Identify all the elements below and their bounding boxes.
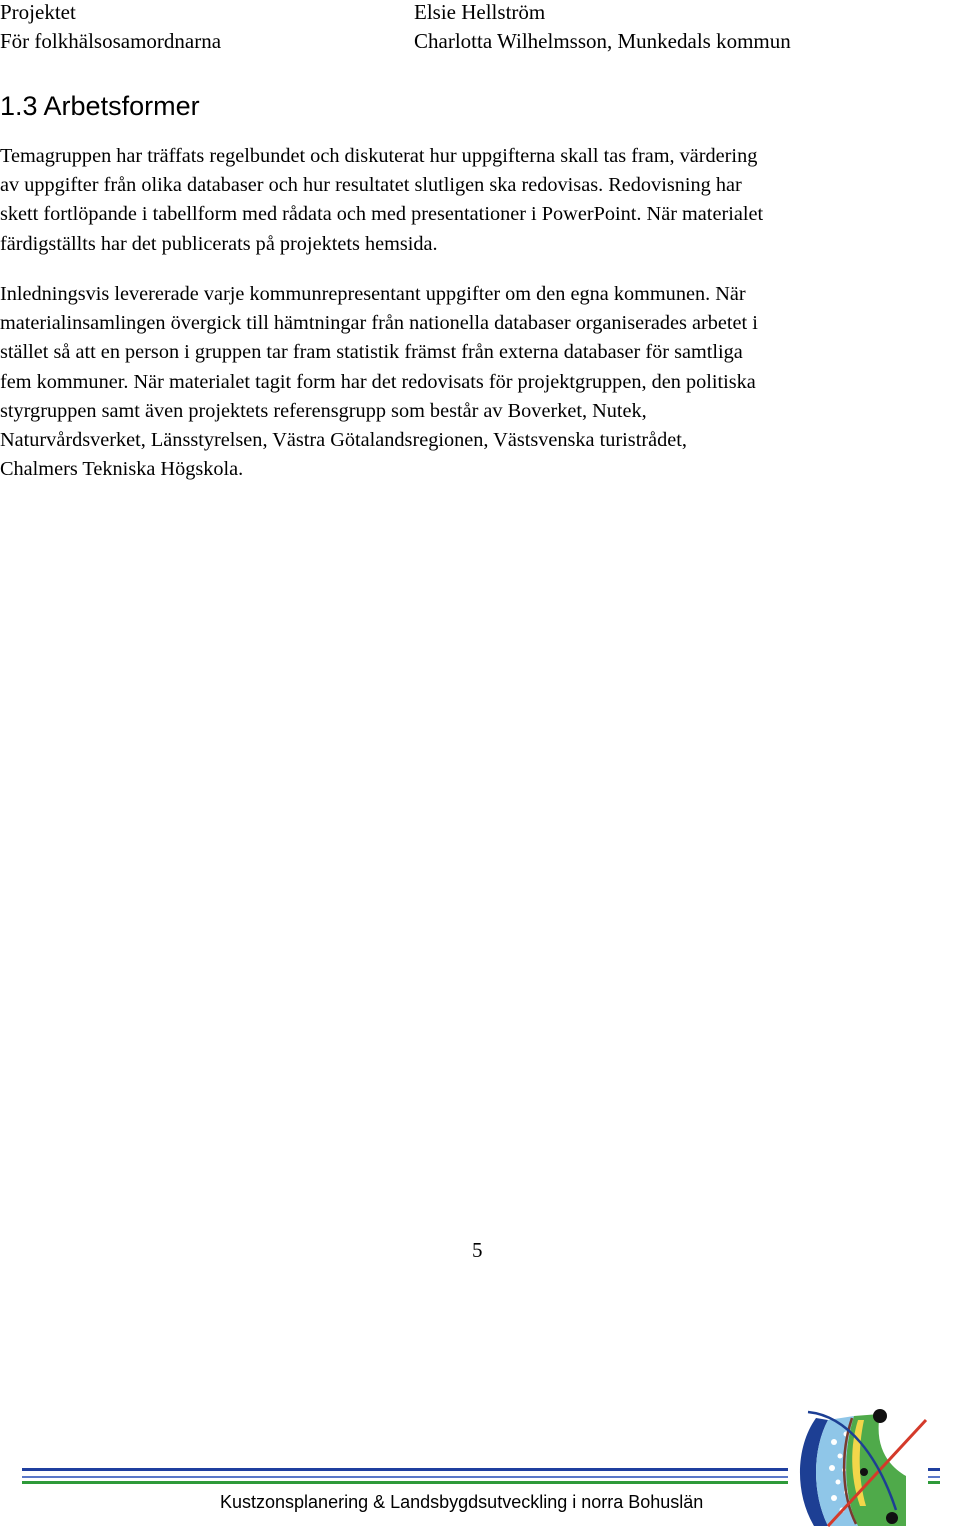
header-left bbox=[0, 0, 221, 56]
coastal-map-logo-icon bbox=[788, 1406, 928, 1530]
header-right bbox=[414, 0, 791, 56]
paragraph-1 bbox=[0, 142, 960, 259]
section-heading: 1.3 Arbetsformer bbox=[0, 91, 200, 121]
paragraph-line: färdigställts har det publicerats på projektets hemsida. bbox=[0, 232, 438, 255]
paragraph-line: styrgruppen samt även projektets referensgrupp som består av Boverket, Nutek, bbox=[0, 399, 647, 422]
paragraph-line: stället så att en person i gruppen tar fram statistik främst från externa databaser för samtliga bbox=[0, 341, 743, 364]
header-project-subtitle: För folkhälsosamordnarna bbox=[0, 29, 222, 53]
page-number: 5 bbox=[472, 1238, 483, 1262]
paragraph-2 bbox=[0, 280, 960, 484]
footer-text: Kustzonsplanering & Landsbygdsutveckling i norra Bohuslän bbox=[220, 1492, 704, 1512]
paragraph-line: Chalmers Tekniska Högskola. bbox=[0, 458, 244, 481]
paragraph-line: Inledningsvis levererade varje kommunrepresentant uppgifter om den egna kommunen. När bbox=[0, 283, 746, 305]
header-coauthor: Charlotta Wilhelmsson, Munkedals kommun bbox=[414, 29, 791, 53]
header-project-label: Projektet bbox=[0, 0, 76, 24]
paragraph-line: skett fortlöpande i tabellform med rådata och med presentationer i PowerPoint. När materialet bbox=[0, 203, 764, 226]
paragraph-line: Naturvårdsverket, Länsstyrelsen, Västra Götalandsregionen, Västsvenska turistrådet, bbox=[0, 429, 687, 452]
paragraph-line: fem kommuner. När materialet tagit form har det redovisats för projektgruppen, den politiska bbox=[0, 370, 756, 393]
header-author: Elsie Hellström bbox=[414, 0, 546, 24]
paragraph-line: materialinsamlingen övergick till hämtningar från nationella databaser organiserades arbetet i bbox=[0, 312, 758, 335]
paragraph-line: Temagruppen har träffats regelbundet och diskuterat hur uppgifterna skall tas fram, värdering bbox=[0, 145, 758, 167]
paragraph-line: av uppgifter från olika databaser och hur resultatet slutligen ska redovisas. Redovisning har bbox=[0, 174, 742, 197]
